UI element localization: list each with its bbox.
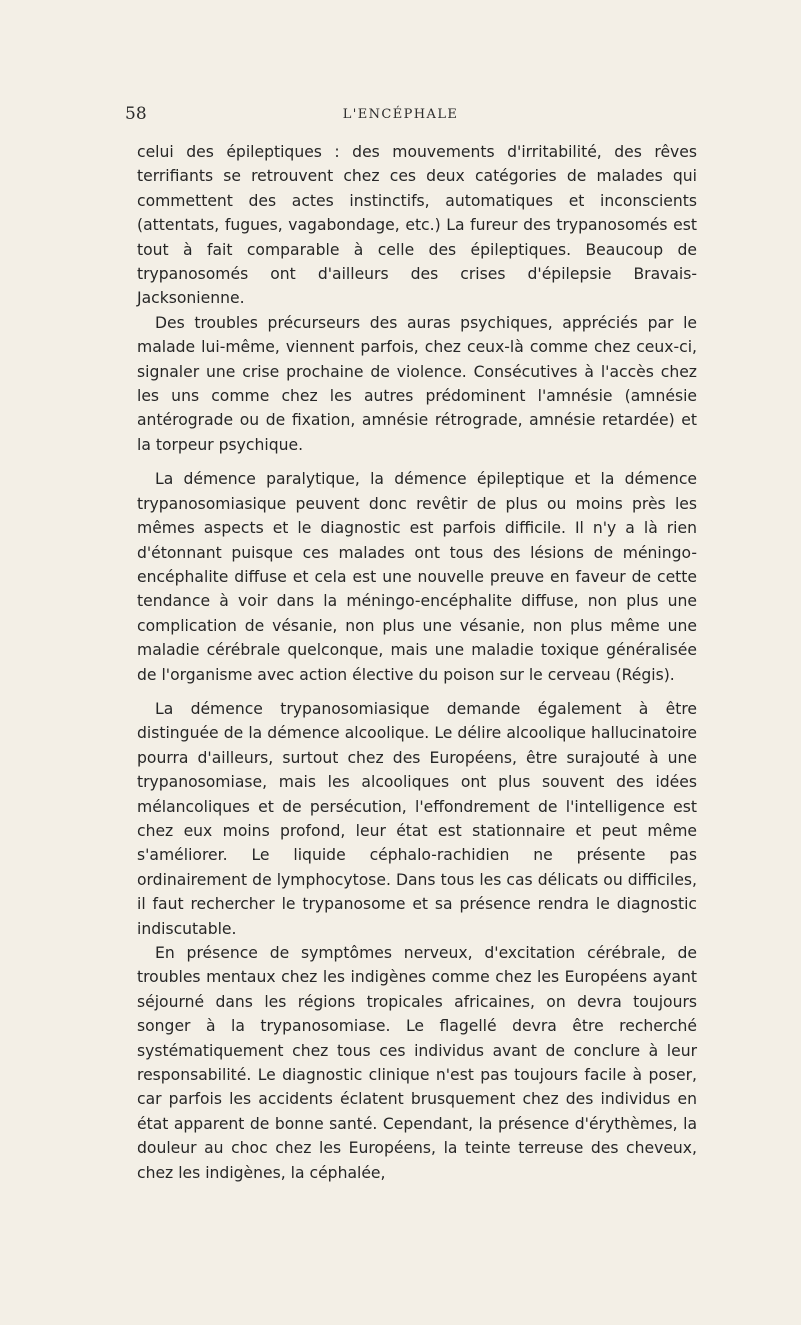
paragraph-3: La démence paralytique, la démence épileptique et la démence trypanosomiasique peuvent donc revêtir de plus ou moins près les mêmes aspects et le diagnostic est parfois difficile. Il n'y a là rien d'étonnant puisque ces malades ont tous des lésions de méningo-encéphalite diffuse et cela est une nouvelle preuve en faveur de cette tendance à voir dans la méningo-encéphalite diffuse, non plus une complication de vésanie, non plus une vésanie, non plus même une maladie cérébrale quelconque, mais une maladie toxique généralisée de l'organisme avec action élective du poison sur le cerveau (Régis).: [137, 470, 697, 684]
paragraph-2: Des troubles précurseurs des auras psychiques, appréciés par le malade lui-même, viennent parfois, chez ceux-là comme chez ceux-ci, signaler une crise prochaine de violence. Consécutives à l'accès chez les uns comme chez les autres prédominent l'amnésie (amnésie antérograde ou de fixation, amnésie rétrograde, amnésie retardée) et la torpeur psychique.: [137, 313, 697, 454]
paragraph-5: En présence de symptômes nerveux, d'excitation cérébrale, de troubles mentaux chez les indigènes comme chez les Européens ayant séjourné dans les régions tropicales africaines, on devra toujours songer à la trypanosomiase. Le flagellé devra être recherché systématiquement chez tous ces individus avant de conclure à leur responsabilité. Le diagnostic clinique n'est pas toujours facile à poser, car parfois les accidents éclatent brusquement chez des individus en état apparent de bonne santé. Cependant, la présence d'érythèmes, la douleur au choc chez les Européens, la teinte terreuse des cheveux, chez les indigènes, la céphalée,: [137, 944, 697, 1182]
running-head: L'ENCÉPHALE: [342, 107, 459, 122]
body-text: [137, 140, 697, 1185]
paragraph-1: celui des épileptiques : des mouvements d'irritabilité, des rêves terrifiants se retrouvent chez ces deux catégories de malades qui commettent des actes instinctifs, automatiques et inconscients (attentats, fugues, vagabondage, etc.) La fureur des trypanosomés est tout à fait comparable à celle des épileptiques. Beaucoup de trypanosomés ont d'ailleurs des crises d'épilepsie Bravais-Jacksonienne.: [137, 143, 697, 308]
paragraph-4: La démence trypanosomiasique demande également à être distinguée de la démence alcoolique. Le délire alcoolique hallucinatoire pourra d'ailleurs, surtout chez des Européens, être surajouté à une trypanosomiase, mais les alcooliques ont plus souvent des idées mélancoliques et de persécution, l'effondrement de l'intelligence est chez eux moins profond, leur état est stationnaire et peut même s'améliorer. Le liquide céphalo-rachidien ne présente pas ordinairement de lymphocytose. Dans tous les cas délicats ou difficiles, il faut rechercher le trypanosome et sa présence rendra le diagnostic indiscutable.: [137, 699, 697, 938]
page-number: 58: [125, 104, 147, 124]
page-header: [0, 103, 801, 127]
